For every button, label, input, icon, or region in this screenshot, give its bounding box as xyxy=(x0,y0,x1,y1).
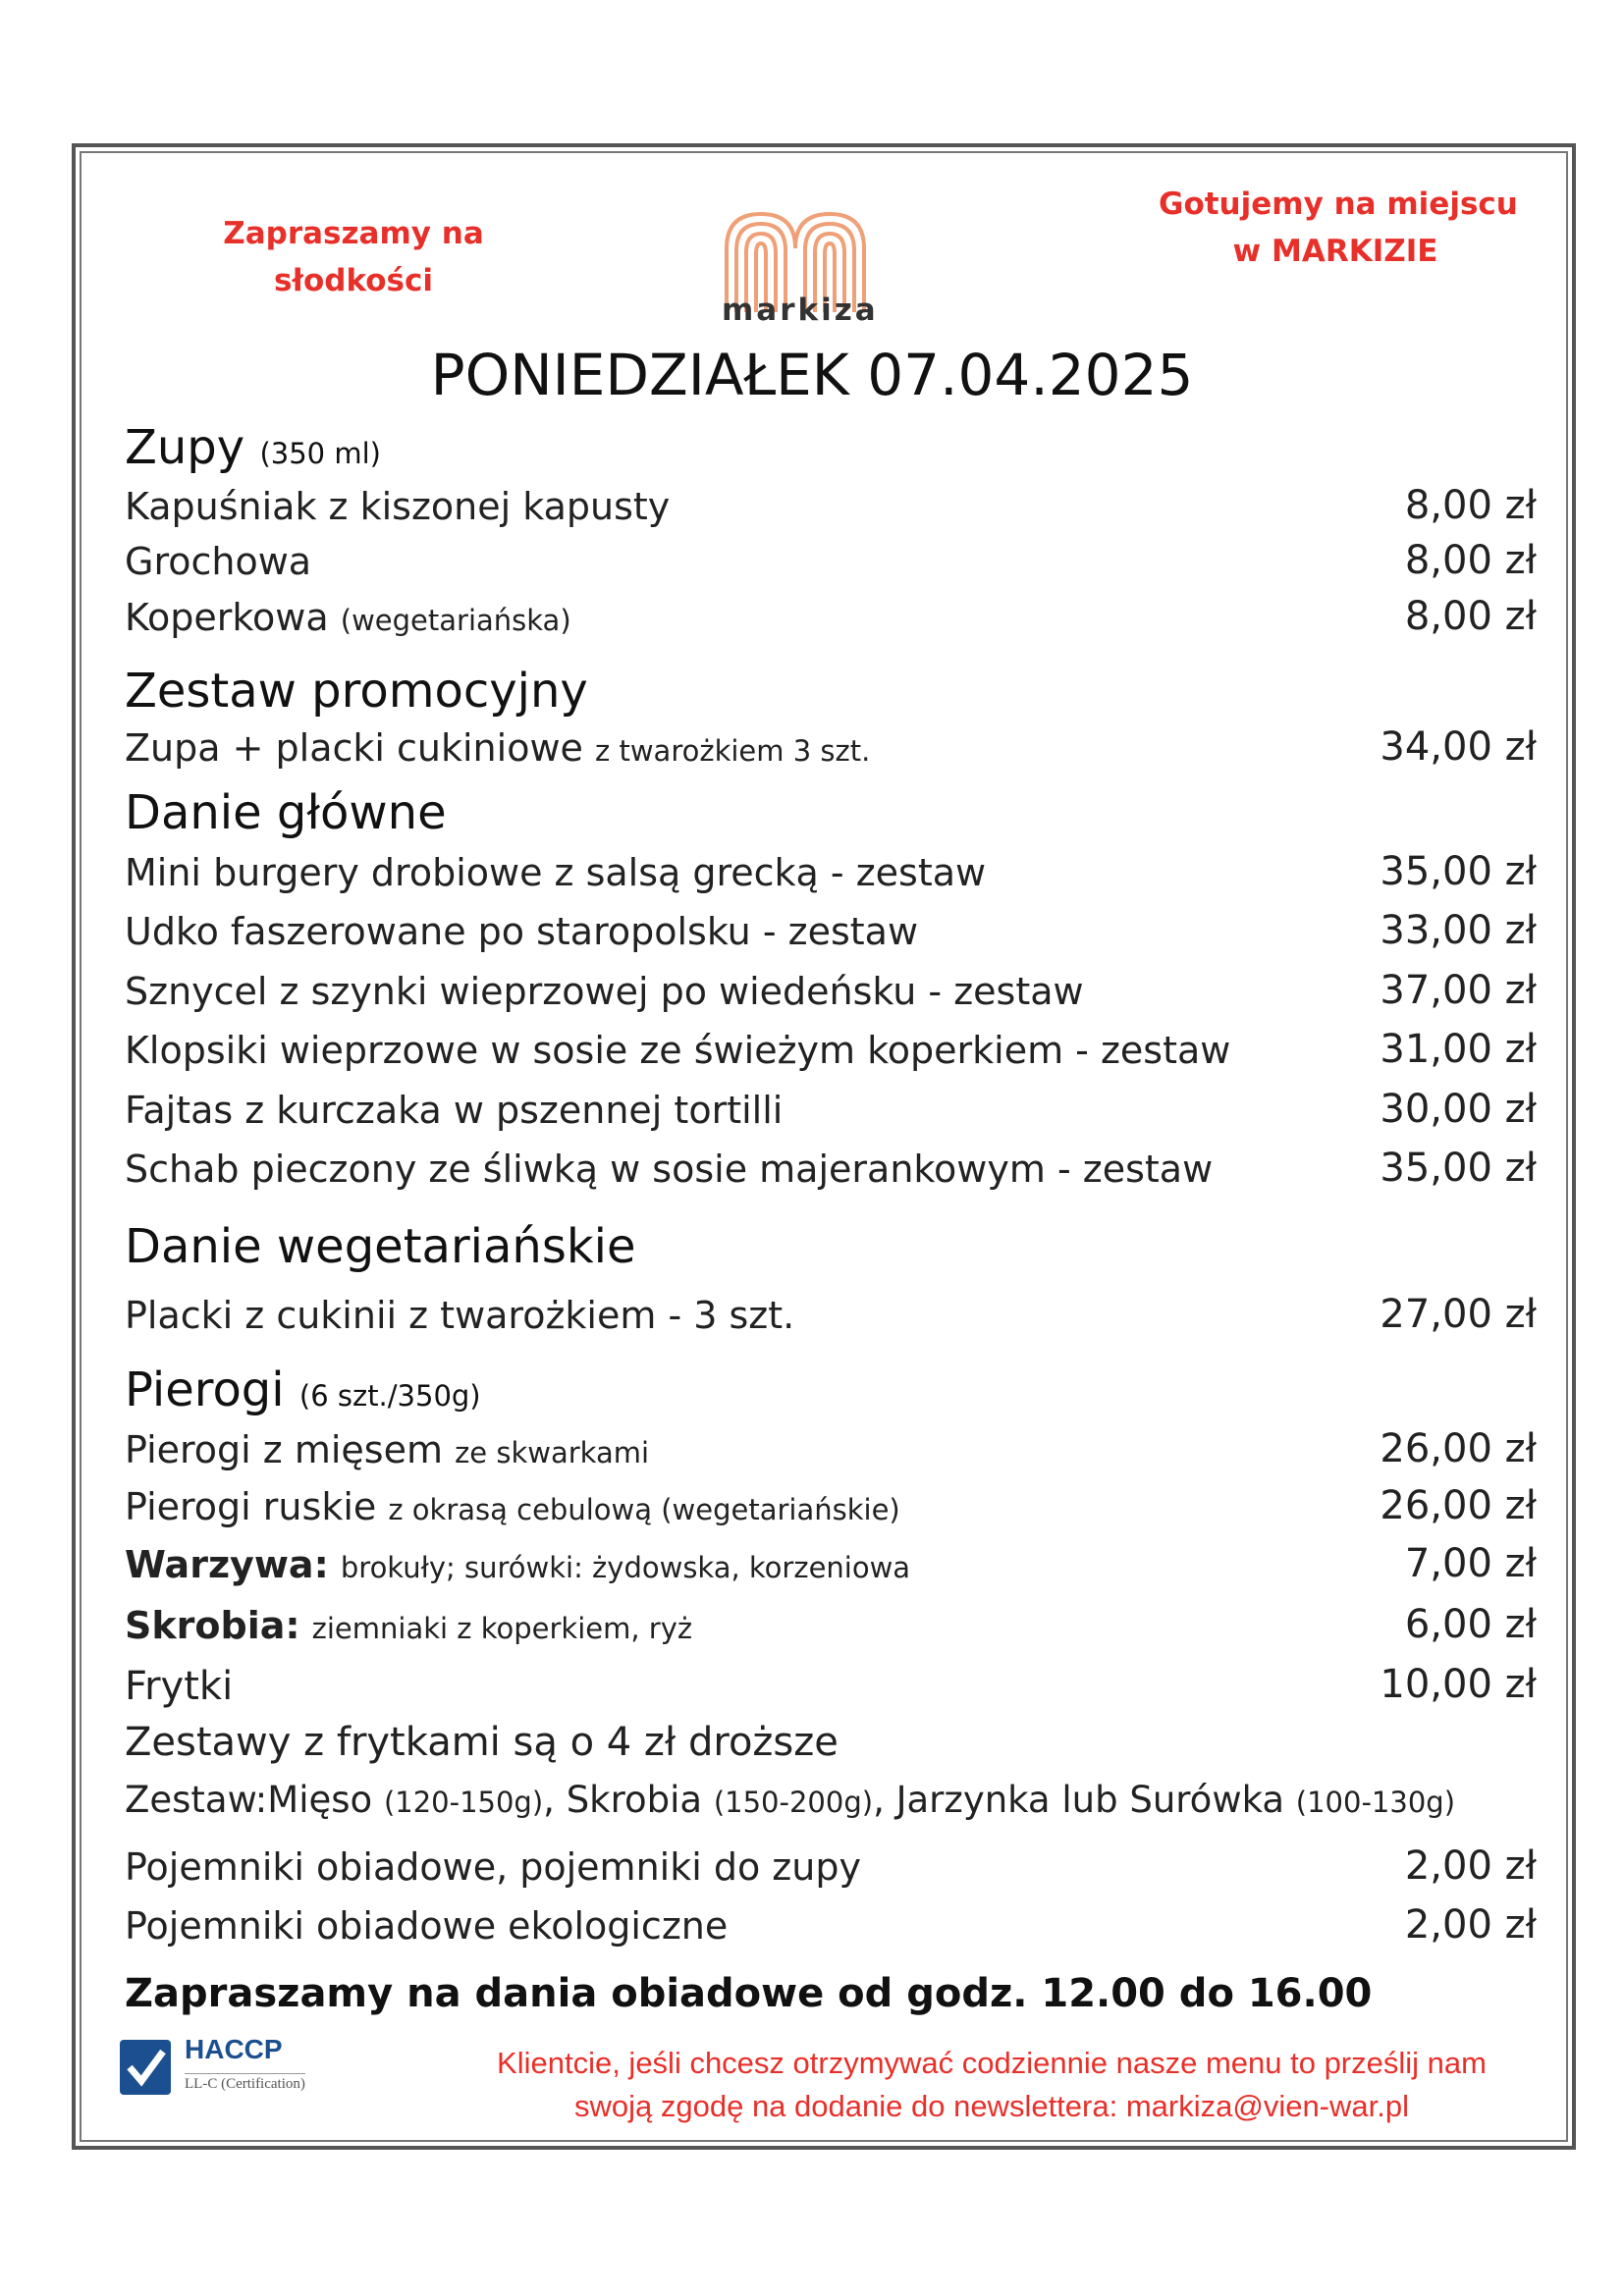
menu-item xyxy=(125,1485,900,1528)
menu-item-extra: ze skwarkami xyxy=(455,1436,650,1469)
menu-item-price: 35,00 zł xyxy=(1380,849,1537,894)
menu-item-name: Kapuśniak z kiszonej kapusty xyxy=(125,485,671,528)
section-pierogi xyxy=(125,1362,481,1417)
menu-item-price: 2,00 zł xyxy=(1404,1843,1537,1889)
vegetables-label: Warzywa: xyxy=(125,1543,329,1586)
left-promo xyxy=(206,210,501,304)
menu-item-price: 8,00 zł xyxy=(1404,594,1537,639)
set-veg: Jarzynka lub Surówka xyxy=(895,1779,1285,1821)
menu-item-starch xyxy=(125,1604,692,1647)
section-soups-title: Zupy xyxy=(125,420,245,475)
menu-item-extra: z okrasą cebulową (wegetariańskie) xyxy=(388,1493,900,1526)
menu-item-price: 31,00 zł xyxy=(1380,1027,1537,1072)
vegetables-extra: brokuły; surówki: żydowska, korzeniowa xyxy=(340,1551,911,1584)
menu-item-price: 37,00 zł xyxy=(1380,968,1537,1013)
section-vegetarian-title: Danie wegetariańskie xyxy=(125,1219,636,1274)
right-promo-line-2: w MARKIZIE xyxy=(1232,234,1438,269)
menu-item-price: 34,00 zł xyxy=(1380,724,1537,770)
newsletter-line-1: Klientcie, jeśli chcesz otrzymywać codziennie nasze menu to prześlij nam xyxy=(497,2046,1487,2080)
right-promo-line-1: Gotujemy na miejscu xyxy=(1159,187,1518,222)
section-soups-note: (350 ml) xyxy=(259,437,381,470)
menu-item-price: 33,00 zł xyxy=(1380,908,1537,953)
haccp-subtitle: LL-C (Certification) xyxy=(185,2073,305,2093)
set-meat: Mięso xyxy=(267,1779,373,1821)
menu-item: Sznycel z szynki wieprzowej po wiedeńsku - zestaw xyxy=(125,970,1084,1013)
left-promo-line-2: słodkości xyxy=(274,263,433,298)
menu-item-price: 6,00 zł xyxy=(1404,1602,1537,1647)
menu-item-extra: (wegetariańska) xyxy=(340,604,571,637)
menu-item: Pojemniki obiadowe ekologiczne xyxy=(125,1904,729,1948)
set-starch-weight: (150-200g) xyxy=(713,1786,874,1819)
day-title: PONIEDZIAŁEK 07.04.2025 xyxy=(430,342,1194,408)
menu-item xyxy=(125,596,571,639)
menu-item-price: 26,00 zł xyxy=(1380,1426,1537,1471)
menu-item-name: Koperkowa xyxy=(125,596,329,639)
menu-item xyxy=(125,540,311,583)
fries-sets-note: Zestawy z frytkami są o 4 zł droższe xyxy=(125,1720,839,1765)
haccp-check-icon xyxy=(120,2040,171,2095)
menu-item-price: 7,00 zł xyxy=(1404,1541,1537,1586)
set-meat-weight: (120-150g) xyxy=(383,1786,544,1819)
menu-item-price: 27,00 zł xyxy=(1380,1292,1537,1337)
menu-item-price: 10,00 zł xyxy=(1380,1662,1537,1707)
section-soups xyxy=(125,420,381,475)
menu-item: Pojemniki obiadowe, pojemniki do zupy xyxy=(125,1845,861,1889)
menu-item-price: 26,00 zł xyxy=(1380,1483,1537,1528)
haccp-title: HACCP xyxy=(185,2034,283,2064)
menu-item-extra: z twarożkiem 3 szt. xyxy=(595,734,871,768)
section-promo-title: Zestaw promocyjny xyxy=(125,664,588,719)
menu-item-price: 2,00 zł xyxy=(1404,1902,1537,1948)
section-pierogi-title: Pierogi xyxy=(125,1362,285,1417)
newsletter-line-2: swoją zgodę na dodanie do newslettera: markiza@vien-war.pl xyxy=(574,2089,1409,2123)
menu-item xyxy=(125,485,670,528)
menu-item xyxy=(125,1428,649,1471)
newsletter-note xyxy=(432,2042,1551,2128)
section-main-title: Danie główne xyxy=(125,785,447,840)
menu-item-price: 8,00 zł xyxy=(1404,483,1537,528)
opening-hours: Zapraszamy na dania obiadowe od godz. 12.00 do 16.00 xyxy=(125,1971,1373,2016)
menu-item: Klopsiki wieprzowe w sosie ze świeżym koperkiem - zestaw xyxy=(125,1029,1231,1072)
starch-extra: ziemniaki z koperkiem, ryż xyxy=(311,1612,693,1645)
menu-item: Placki z cukinii z twarożkiem - 3 szt. xyxy=(125,1294,795,1337)
menu-item: Mini burgery drobiowe z salsą grecką - zestaw xyxy=(125,851,987,894)
left-promo-line-1: Zapraszamy na xyxy=(223,216,484,251)
menu-item-name: Pierogi ruskie xyxy=(125,1485,377,1528)
menu-item-name: Grochowa xyxy=(125,540,312,583)
haccp-badge xyxy=(120,2030,326,2099)
menu-item-vegetables xyxy=(125,1543,910,1586)
section-pierogi-note: (6 szt./350g) xyxy=(298,1379,481,1413)
logo-text: markiza xyxy=(722,293,879,328)
set-starch: Skrobia xyxy=(566,1779,703,1821)
set-veg-weight: (100-130g) xyxy=(1295,1786,1456,1819)
menu-item: Udko faszerowane po staropolsku - zestaw xyxy=(125,910,919,953)
menu-item-name: Pierogi z mięsem xyxy=(125,1428,443,1471)
menu-item xyxy=(125,726,870,770)
menu-item-price: 30,00 zł xyxy=(1380,1087,1537,1132)
starch-label: Skrobia: xyxy=(125,1604,300,1647)
menu-item-price: 35,00 zł xyxy=(1380,1146,1537,1191)
set-prefix: Zestaw: xyxy=(125,1779,268,1821)
menu-item: Fajtas z kurczaka w pszennej tortilli xyxy=(125,1089,784,1132)
set-composition-note: Zestaw:Mięso (120-150g), Skrobia (150-200g), Jarzynka lub Surówka (100-130g) xyxy=(125,1779,1456,1821)
menu-item-name: Zupa + placki cukiniowe xyxy=(125,726,583,770)
menu-item: Schab pieczony ze śliwką w sosie majerankowym - zestaw xyxy=(125,1148,1214,1191)
menu-item-price: 8,00 zł xyxy=(1404,538,1537,583)
right-promo xyxy=(1159,181,1518,275)
menu-item-fries: Frytki xyxy=(125,1664,234,1709)
